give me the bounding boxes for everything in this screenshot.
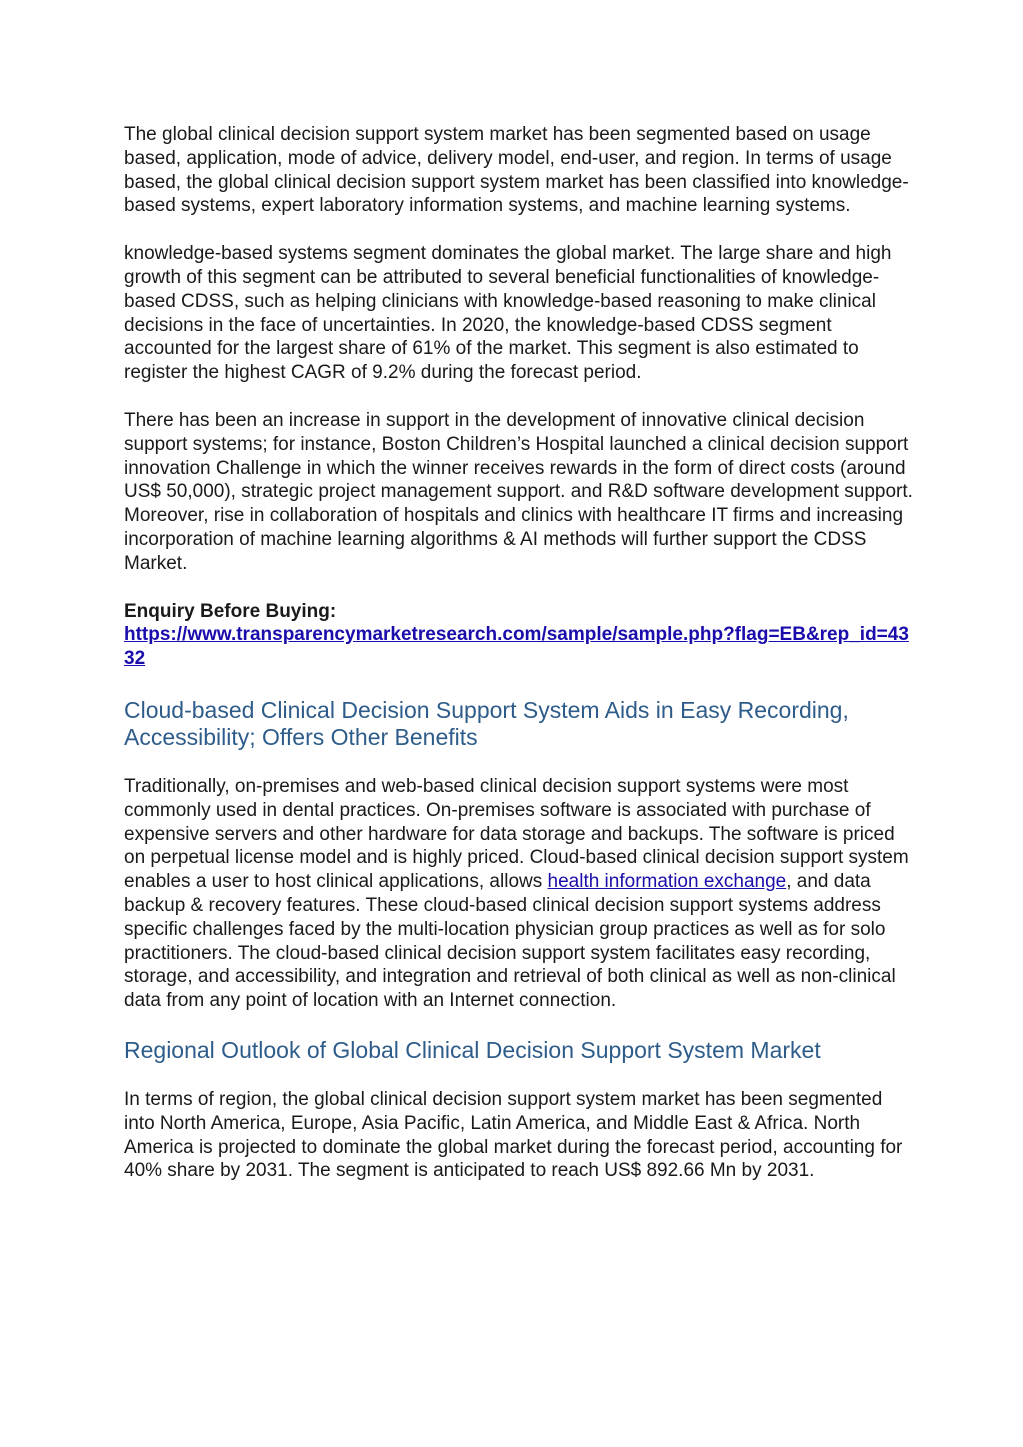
enquiry-link[interactable]: https://www.transparencymarketresearch.com/sample/sample.php?flag=EB&rep_id=4332: [124, 624, 909, 670]
innovation-paragraph: There has been an increase in support in the development of innovative clinical decision support systems; for instance, Boston Children’s Hospital launched a clinical decision support innovation Challenge in which the winner receives rewards in the form of direct costs (around US$ 50,000), strategic project management support. and R&D software development support. Moreover, rise in collaboration of hospitals and clinics with healthcare IT firms and increasing incorporation of machine learning algorithms & AI methods will further support the CDSS Market.: [124, 409, 913, 574]
document-page: [124, 123, 914, 1183]
cloud-section-heading: Cloud-based Clinical Decision Support System Aids in Easy Recording, Accessibility; Offers Other Benefits: [124, 696, 849, 750]
enquiry-block: [124, 600, 914, 671]
enquiry-label: Enquiry Before Buying:: [124, 600, 337, 622]
cloud-text-after-link: , and data backup & recovery features. These cloud-based clinical decision support systems address specific challenges faced by the multi-location physician group practices as well as for solo practitioners. The cloud-based clinical decision support system facilitates easy recording, storage, and accessibility, and integration and retrieval of both clinical as well as non-clinical data from any point of location with an Internet connection.: [124, 871, 896, 1012]
health-information-exchange-link[interactable]: health information exchange: [547, 871, 787, 893]
regional-section-heading: Regional Outlook of Global Clinical Decision Support System Market: [124, 1036, 821, 1063]
cloud-section-paragraph: [124, 775, 914, 1013]
intro-paragraph: The global clinical decision support system market has been segmented based on usage based, application, mode of advice, delivery model, end-user, and region. In terms of usage based, the global clinical decision support system market has been classified into knowledge-based systems, expert laboratory information systems, and machine learning systems.: [124, 124, 909, 217]
regional-section-paragraph: In terms of region, the global clinical decision support system market has been segmented into North America, Europe, Asia Pacific, Latin America, and Middle East & Africa. North America is projected to dominate the global market during the forecast period, accounting for 40% share by 2031. The segment is anticipated to reach US$ 892.66 Mn by 2031.: [124, 1088, 903, 1182]
cloud-text-before-link: Traditionally, on-premises and web-based clinical decision support systems were most commonly used in dental practices. On-premises software is associated with purchase of expensive servers and other hardware for data storage and backups. The software is priced on perpetual license model and is highly priced. Cloud-based clinical decision support system enables a user to host clinical applications, allows: [124, 775, 909, 893]
knowledge-based-paragraph: knowledge-based systems segment dominates the global market. The large share and high growth of this segment can be attributed to several beneficial functionalities of knowledge-based CDSS, such as helping clinicians with knowledge-based reasoning to make clinical decisions in the face of uncertainties. In 2020, the knowledge-based CDSS segment accounted for the largest share of 61% of the market. This segment is also estimated to register the highest CAGR of 9.2% during the forecast period.: [124, 243, 892, 384]
